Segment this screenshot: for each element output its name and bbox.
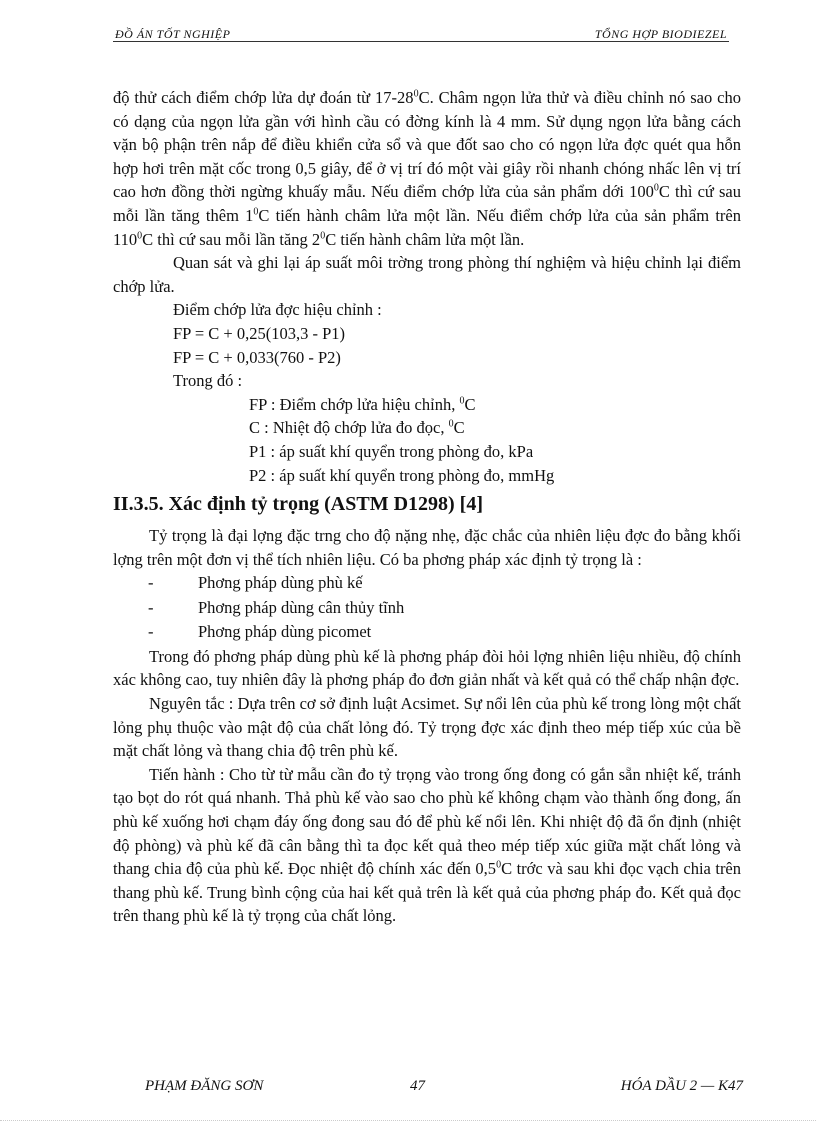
superscript: 0 [496, 859, 502, 871]
superscript: 0 [448, 418, 454, 430]
header-left: ĐỒ ÁN TỐT NGHIỆP [115, 27, 231, 41]
text-run: FP : Điểm chớp lửa hiệu chỉnh, [249, 394, 460, 414]
def-fp [249, 393, 741, 417]
bullet-dash: - [148, 622, 154, 642]
text-run: C thì cứ sau mỗi lần tăng thêm 1 [113, 182, 741, 225]
text-run: C [464, 394, 476, 414]
def-p1: P1 : áp suất khí quyển trong phòng đo, kPa [249, 441, 534, 461]
page-number: 47 [410, 1078, 425, 1094]
bullet-dash: - [148, 597, 154, 617]
page-footer [145, 1078, 743, 1100]
text-run: C tiến hành châm lửa một lần. [325, 229, 525, 249]
text-run: C trớc và sau khi đọc vạch chia trên thang phù kế. Trung bình cộng của hai kết quả trên là kết quả của phơng pháp đo. Kết quả đọc trên thang phù kế là tỷ trọng của chất lỏng. [113, 859, 742, 926]
formula-block [113, 298, 741, 392]
text-run: độ thử cách điểm chớp lửa dự đoán từ 17-28 [113, 88, 414, 107]
text-run: C : Nhiệt độ chớp lửa đo đọc, [249, 418, 449, 438]
list-item-text: Phơng pháp dùng picomet [198, 622, 372, 642]
methods-list [113, 571, 741, 645]
def-c [249, 416, 741, 440]
paragraph-density-def: Tỷ trọng là đại lợng đặc trng cho độ nặng nhẹ, đặc chắc của nhiên liệu đợc đo bằng khối lợng trên một đơn vị thể tích nhiên liệu. Có ba phơng pháp xác định tỷ trọng là : [113, 526, 741, 569]
formula-2: FP = C + 0,033(760 - P2) [173, 347, 341, 367]
superscript: 0 [413, 88, 419, 100]
where-label: Trong đó : [173, 371, 243, 391]
footer-author: PHẠM ĐĂNG SƠN [145, 1078, 264, 1094]
text-run: C. Châm ngọn lửa thử và điều chỉnh nó sao cho có dạng của ngọn lửa gần với hình cầu có đờng kính là 4 mm. Sử dụng ngọn lửa bằng cách vặn bộ phận trên nắp để điều khiển cửa sổ và que đốt sao cho có ngọn lửa đợc quét qua hỗn hợp hơi trên mặt cốc trong 0,5 giây, để ở vị trí đó một vài giây rồi nhanh chóng nhấc lên vị trí cao hơn đồng thời ngừng khuấy mẫu. Nếu điểm chớp lửa của sản phẩm dới 100 [113, 88, 741, 202]
superscript: 0 [653, 182, 659, 194]
text-run: C [453, 418, 465, 438]
footer-dotted-rule [0, 1120, 816, 1121]
bullet-dash: - [148, 573, 154, 593]
text-run: Tiến hành : Cho từ từ mẫu cần đo tỷ trọng vào trong ống đong có gắn sẵn nhiệt kế, tránh tạo bọt do rót quá nhanh. Thả phù kế vào sao cho phù kế không chạm vào thành ống đong, ấn phù kế xuống hơi chạm đáy ống đong sau đó để phù kế nổi lên. Khi nhiệt độ đã ổn định (nhiệt độ phòng) và phù kế đã cân bằng thì ta đọc kết quả theo mép tiếp xúc giữa mặt chất lỏng và thang chia độ của phù kế. Đọc nhiệt độ chính xác đến 0,5 [113, 764, 741, 879]
formula-intro: Điểm chớp lửa đợc hiệu chỉnh : [173, 300, 382, 320]
superscript: 0 [320, 230, 326, 242]
paragraph-flash-procedure [113, 86, 741, 251]
list-item-text: Phơng pháp dùng cân thủy tĩnh [198, 597, 405, 617]
header-right: TỔNG HỢP BIODIEZEL [594, 27, 727, 41]
list-item [113, 596, 741, 621]
def-p2: P2 : áp suất khí quyển trong phòng đo, mmHg [249, 465, 555, 485]
header-rule [113, 41, 729, 42]
superscript: 0 [137, 230, 143, 242]
superscript: 0 [253, 206, 259, 218]
list-item [113, 571, 741, 596]
superscript: 0 [459, 395, 465, 407]
text-run: C thì cứ sau mỗi lần tăng 2 [142, 229, 321, 249]
page-body [113, 86, 741, 928]
list-item-text: Phơng pháp dùng phù kế [198, 573, 363, 593]
text-run: C tiến hành châm lửa một lần. Nếu điểm chớp lửa của sản phẩm trên 110 [113, 205, 741, 249]
paragraph-principle: Nguyên tắc : Dựa trên cơ sở định luật Acsimet. Sự nổi lên của phù kế trong lòng một chất lỏng phụ thuộc vào mật độ của chất lỏng đó. Tỷ trọng đợc xác định theo mép tiếp xúc của bề mặt chất lỏng và thang chia độ trên phù kế. [113, 693, 741, 761]
paragraph-procedure [113, 763, 741, 928]
section-heading: II.3.5. Xác định tỷ trọng (ASTM D1298) [4] [113, 493, 483, 516]
paragraph-hydrometer: Trong đó phơng pháp dùng phù kế là phơng pháp đòi hỏi lợng nhiên liệu nhiều, độ chính xác không cao, tuy nhiên đây là phơng pháp đo đơn giản nhất và kết quả có thể chấp nhận đợc. [113, 646, 741, 690]
definition-list [113, 393, 741, 487]
paragraph-observe: Quan sát và ghi lại áp suất môi trờng trong phòng thí nghiệm và hiệu chỉnh lại điểm chớp lửa. [113, 253, 741, 296]
formula-1: FP = C + 0,25(103,3 - P1) [173, 323, 346, 343]
list-item [113, 620, 741, 645]
footer-class: HÓA DẦU 2 — K47 [620, 1078, 743, 1094]
